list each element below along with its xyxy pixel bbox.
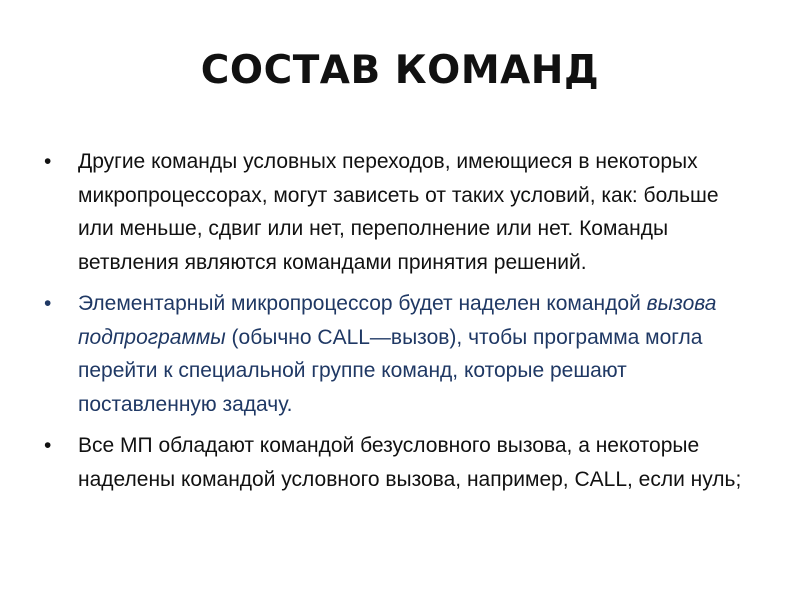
- bullet-marker: •: [44, 292, 52, 315]
- bullet-text-after: (обычно CALL—вызов), чтобы программа могла перейти к специальной группе команд, которые решают поставленную задачу.: [78, 325, 703, 416]
- bullet-marker: •: [44, 150, 52, 173]
- bullet-list: [40, 145, 755, 504]
- bullet-item-3: [40, 429, 755, 496]
- bullet-text: Все МП обладают командой безусловного вызова, а некоторые наделены командой условного вызова, например, CALL, если нуль;: [78, 434, 742, 491]
- bullet-text: Другие команды условных переходов, имеющиеся в некоторых микропроцессорах, могут зависеть от таких условий, как: больше или меньше, сдвиг или нет, переполнение или нет. Команды ветвления являются командами принятия решений.: [78, 150, 719, 274]
- bullet-item-2: [40, 287, 755, 421]
- slide-title: СОСТАВ КОМАНД: [200, 48, 600, 93]
- bullet-marker: •: [44, 434, 52, 457]
- bullet-text-before: Элементарный микропроцессор будет наделен командой: [78, 292, 647, 315]
- bullet-text-italic: вызова подпрограммы: [78, 292, 717, 349]
- bullet-item-1: [40, 145, 755, 279]
